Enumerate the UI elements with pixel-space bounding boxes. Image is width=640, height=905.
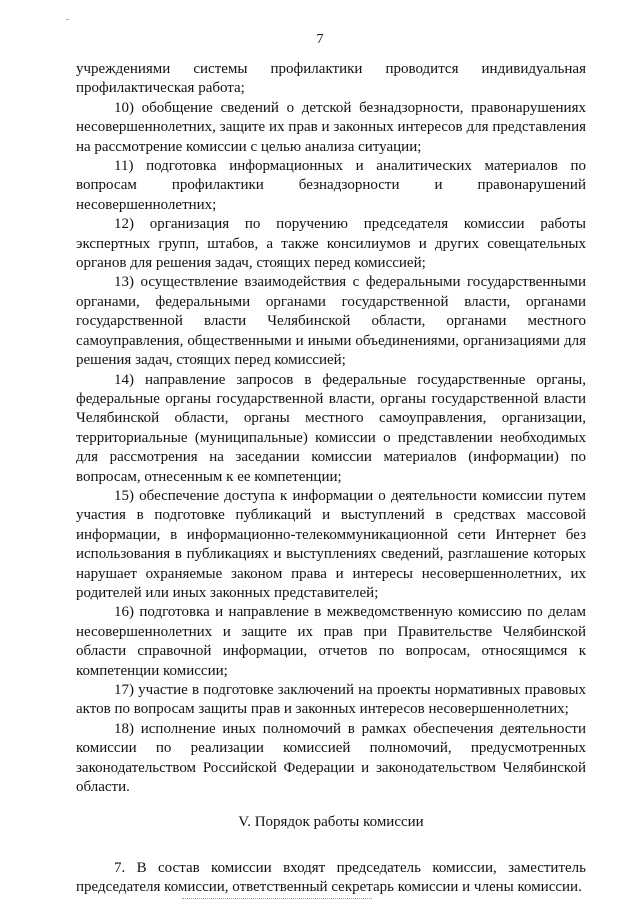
document-body — [76, 60, 586, 898]
paragraph-item-15: 15) обеспечение доступа к информации о деятельности комиссии путем участия в подготовке публикаций и выступлений в средствах массовой информации, в информационно-телекоммуникационной сети Интернет без использования в публикациях и выступлениях сведений, разглашение которых нарушает охраняемые законом права и интересы несовершеннолетних, их родителей или иных законных представителей; — [76, 487, 586, 601]
paragraph-item-16: 16) подготовка и направление в межведомственную комиссию по делам несовершеннолетних и защите их прав при Правительстве Челябинской области справочной информации, отчетов по вопросам, относящимся к компетенции комиссии; — [76, 604, 586, 679]
scan-footer-mark — [182, 898, 372, 899]
paragraph-item-10: 10) обобщение сведений о детской безнадзорности, правонарушениях несовершеннолетних, защите их прав и законных интересов для представления на рассмотрение комиссии с целью анализа ситуации; — [76, 99, 586, 155]
section-heading: V. Порядок работы комиссии — [238, 814, 424, 831]
paragraph-item-12: 12) организация по поручению председателя комиссии работы экспертных групп, штабов, а также консилиумов и других совещательных органов для решения задач, стоящих перед комиссией; — [76, 216, 586, 272]
paragraph-item-13: 13) осуществление взаимодействия с федеральными государственными органами, федеральными органами государственной власти, органами государственной власти Челябинской области, органами местного самоуправления, общественными и иными объединениями, организациями для решения задач, стоящих перед комиссией; — [76, 274, 586, 369]
paragraph-item-18: 18) исполнение иных полномочий в рамках обеспечения деятельности комиссии по реализации комиссией полномочий, предусмотренных законодательством Российской Федерации и законодательством Челябинской области. — [76, 720, 586, 796]
scan-corner-mark — [66, 19, 69, 20]
paragraph-item-14: 14) направление запросов в федеральные государственные органы, федеральные органы государственной власти, органы государственной власти Челябинской области, органы местного самоуправления, организации, территориальные (муниципальные) комиссии о представлении необходимых для рассмотрения на заседании комиссии материалов (информации) по вопросам, отнесенным к ее компетенции; — [76, 371, 586, 485]
paragraph-continuation: учреждениями системы профилактики проводится индивидуальная профилактическая работа; — [76, 61, 586, 97]
page-number: 7 — [316, 32, 324, 47]
paragraph-item-11: 11) подготовка информационных и аналитических материалов по вопросам профилактики безнадзорности и правонарушений несовершеннолетних; — [76, 158, 586, 213]
paragraph-item-17: 17) участие в подготовке заключений на проекты нормативных правовых актов по вопросам защиты прав и законных интересов несовершеннолетних; — [76, 682, 586, 718]
paragraph-section-7: 7. В состав комиссии входят председатель комиссии, заместитель председателя комиссии, ответственный секретарь комиссии и члены комиссии. — [76, 859, 586, 896]
heading-spacer — [76, 849, 586, 859]
